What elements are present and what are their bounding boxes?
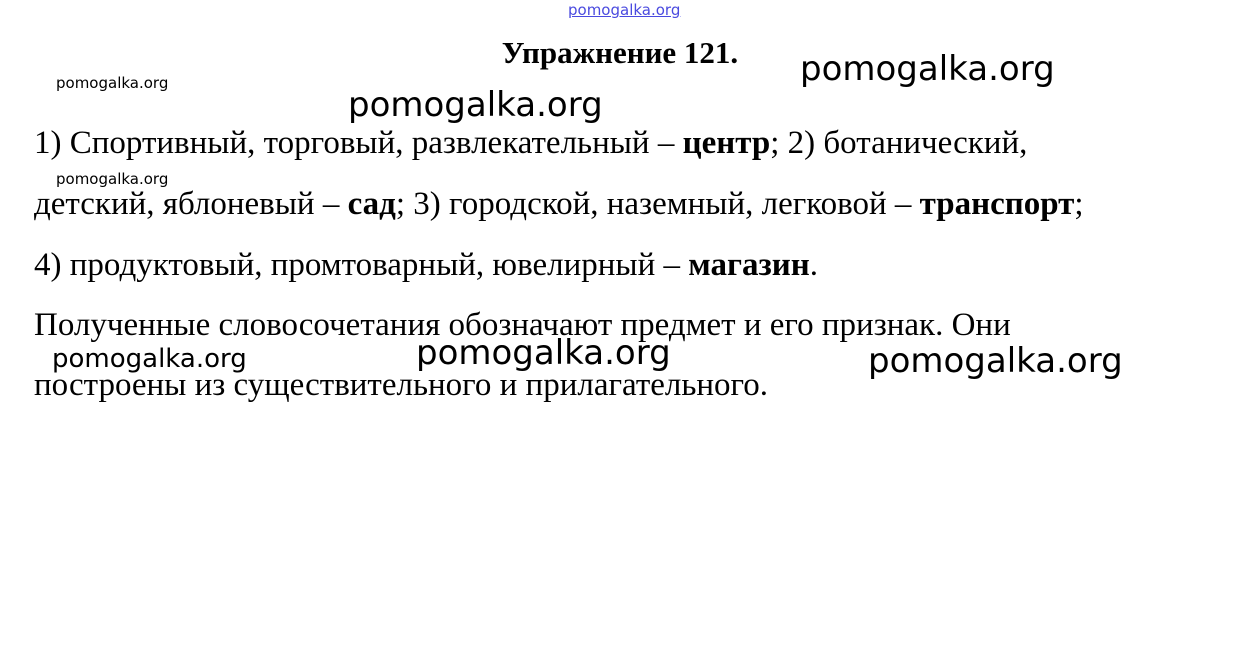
watermark-lower-left: pomogalka.org [52,344,247,374]
text-line-5: построены из существительного и прилагательного. [34,367,769,403]
exercise-title: Упражнение 121. [501,35,739,70]
line1-part-a: 1) Спортивный, торговый, развлекательный – [34,125,683,161]
watermark-lower-center: pomogalka.org [416,333,671,373]
watermark-upper-center: pomogalka.org [348,85,603,125]
line2-part-e: ; [1074,186,1084,222]
watermark-lower-right: pomogalka.org [868,341,1123,381]
line2-part-a: детский, яблоневый – [34,186,348,222]
line3-part-a: 4) продуктовый, промтоварный, ювелирный – [34,247,689,283]
watermark-upper-left-small-2: pomogalka.org [56,170,169,188]
line1-part-c: ; 2) ботанический, [770,125,1028,161]
word-sad: сад [347,186,396,222]
text-line-1 [34,124,1027,164]
word-center: центр [682,125,771,161]
word-transport: транспорт [919,186,1075,222]
watermark-top-link[interactable]: pomogalka.org [568,1,681,19]
line2-part-c: ; 3) городской, наземный, легковой – [395,186,920,222]
text-line-4: Полученные словосочетания обозначают предмет и его признак. Они [34,307,1011,343]
watermark-upper-right: pomogalka.org [800,49,1055,89]
line3-part-c: . [809,247,819,283]
watermark-upper-left-small-1: pomogalka.org [56,74,169,92]
text-line-3 [34,246,818,286]
word-magazin: магазин [688,247,810,283]
text-line-2 [34,185,1084,225]
